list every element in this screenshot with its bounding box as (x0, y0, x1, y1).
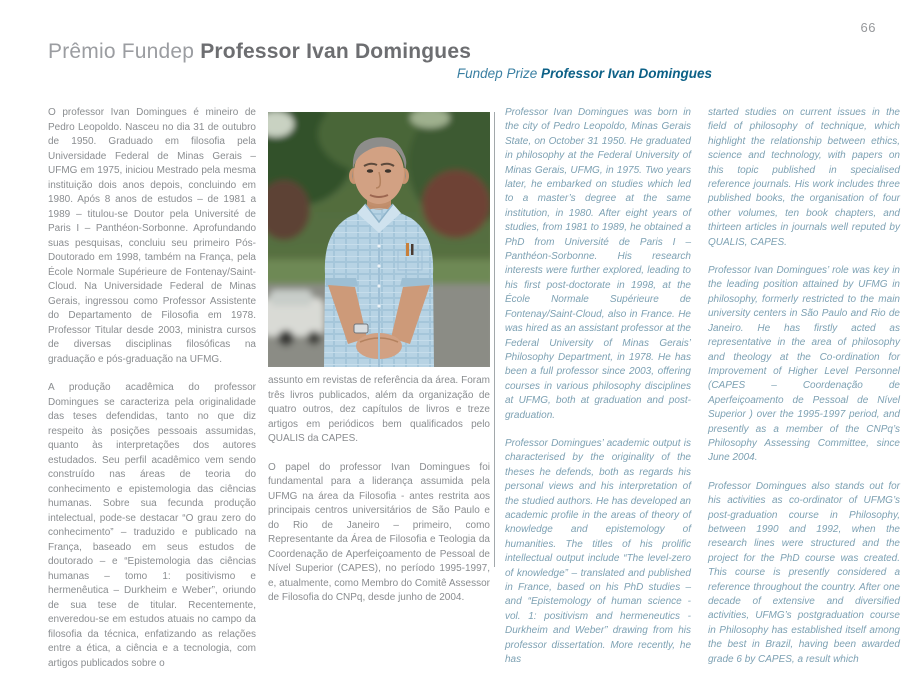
english-column-2 (708, 106, 900, 676)
subtitle-name: Professor Ivan Domingues (540, 66, 712, 81)
paragraph: A produção acadêmica do professor Domingues se caracteriza pela originalidade das teses defendidas, tanto no que diz respeito às posições pessoais assumidas, quanto às interpretações dos autores estudados. Seu perfil acadêmico vem sendo construído nas áreas de teoria do conhecimento e epistemologia das ciências humanas. Sobre sua fecunda produção intelectual, pode-se destacar “O grau zero do conhecimento” – traduzido e publicado na França, baseado em seus estudos de doutorado – e “Epistemologia das ciências humanas – tomo 1: positivismo e hermenêutica – Durkheim e Weber”, oriundo de sua tese de titular. Recentemente, enveredou-se em estudos atuais no campo da filosofia da técnica, enfatizando as relações entre a ética, a ciência e a tecnologia, com artigos publicados sobre o (48, 382, 256, 669)
paragraph: Professor Ivan Domingues’ role was key in the leading position attained by UFMG in philosophy, formerly restricted to the main university centers in São Paulo and Rio de Janeiro. He has firstly acted as representative in the area of philosophy and theology at the Co-ordination for Improvement of Higher Level Personnel (CAPES – Coordenação de Aperfeiçoamento de Pessoal de Nível Superior ) over the 1995-1997 period, and presently as a member of the CNPq’s Philosophy Assessing Committee, since June 2004. (708, 265, 900, 464)
portrait-photo (268, 112, 490, 367)
paragraph: Professor Ivan Domingues was born in the city of Pedro Leopoldo, Minas Gerais State, on October 31 1950. He graduated in philosophy at the Federal University of Minas Gerais, UFMG, in 1975. Two years later, he embarked on studies which led to a master’s degree at the same institution, in 1980. After eight years of studies, from 1981 to 1989, he obtained a PhD from Université de Paris I – Panthéon-Sorbonne. His research interests were further explored, leading to his first post-doctorate in 1998, at the École Normale Supérieure de Fontenay/Saint-Cloud, also in France. He was hired as an assistant professor at the Federal University of Minas Gerais’ Philosophy Department, in 1978. He has been a full professor since 2003, offering courses in various philosophy disciplines at UFMG, both at graduation and post-graduation. (505, 107, 691, 421)
page-title (48, 40, 471, 64)
paragraph: Professor Domingues’ academic output is characterised by the originality of the theses he defends, both as regards his personal views and his interpretation of the studied authors. He has developed an academic profile in the areas of theory of knowledge and epistemology of humanities. The titles of his prolific intellectual output include “The level-zero of knowledge” – translated and published in France, based on his PhD studies – and “Epistemology of human science - vol. 1: positivism and hermeneutics - Durkheim and Weber” drawing from his professor dissertation. More recently, he has (505, 437, 691, 666)
title-name: Professor Ivan Domingues (200, 40, 472, 63)
subtitle-prefix: Fundep Prize (456, 66, 541, 81)
portuguese-column-1 (48, 106, 256, 676)
english-column-1 (505, 106, 691, 676)
paragraph: O papel do professor Ivan Domingues foi fundamental para a liderança assumida pela UFMG na área da Filosofia - antes restrita aos principais centros universitários de São Paulo e do Rio de Janeiro – primeiro, como Representante da Área de Filosofia e Teologia da Coordenação de Aperfeiçoamento de Pessoal de Nível Superior (CAPES), no período 1995-1997, e, atualmente, como Membro do Comitê Assessor de Filosofia do CNPq, desde junho de 2004. (268, 461, 490, 603)
portuguese-column-2 (268, 374, 490, 620)
portrait-photo-illustration (268, 112, 490, 367)
title-prefix: Prêmio Fundep (48, 40, 201, 63)
paragraph: O professor Ivan Domingues é mineiro de Pedro Leopoldo. Nasceu no dia 31 de outubro de 1950. Graduado em filosofia pela Universidade Federal de Minas Gerais – UFMG em 1975, iniciou Mestrado pela mesma instituição dois anos depois, concluindo em 1980. Após 8 anos de estudos – de 1981 a 1989 – titulou-se Doutor pela Université de Paris I – Panthéon-Sorbonne. Aprofundando suas pesquisas, concluiu seu primeiro Pós-Doutorado em 1998, também na França, pela École Normale Supérieure de Fontenay/Saint-Cloud. Na Universidade Federal de Minas Gerais, ingressou como Professor Assistente do Departamento de Filosofia em 1978. Professor Titular desde 2003, ministra cursos de diversas disciplinas filosóficas na graduação e pós-graduação na UFMG. (48, 107, 256, 365)
paragraph: Professor Domingues also stands out for his activities as co-ordinator of UFMG’s post-graduation course in Philosophy, between 1990 and 1992, when the research lines were structured and the project for the PhD course was created. This course is presently considered a reference throughout the country. After one decade of extensive and diversified activities, UFMG’s postgraduation course in Philosophy has established itself among the best in Brazil, having been awarded grade 6 by CAPES, a result which (708, 480, 900, 665)
page-subtitle (48, 66, 712, 81)
paragraph: started studies on current issues in the field of philosophy of technique, which highlight the relationship between ethics, science and technology, with papers on this topic published in specialised reference journals. His work includes three published books, the organisation of four other volumes, ten book chapters, and thirteen articles in journals well reputed by QUALIS, CAPES. (708, 107, 900, 248)
column-divider-line (494, 112, 495, 567)
page-number: 66 (860, 20, 876, 35)
paragraph: assunto em revistas de referência da área. Foram três livros publicados, além da organização de quatro outros, dez capítulos de livros e treze artigos em periódicos bem qualificados pelo QUALIS da CAPES. (268, 375, 490, 444)
